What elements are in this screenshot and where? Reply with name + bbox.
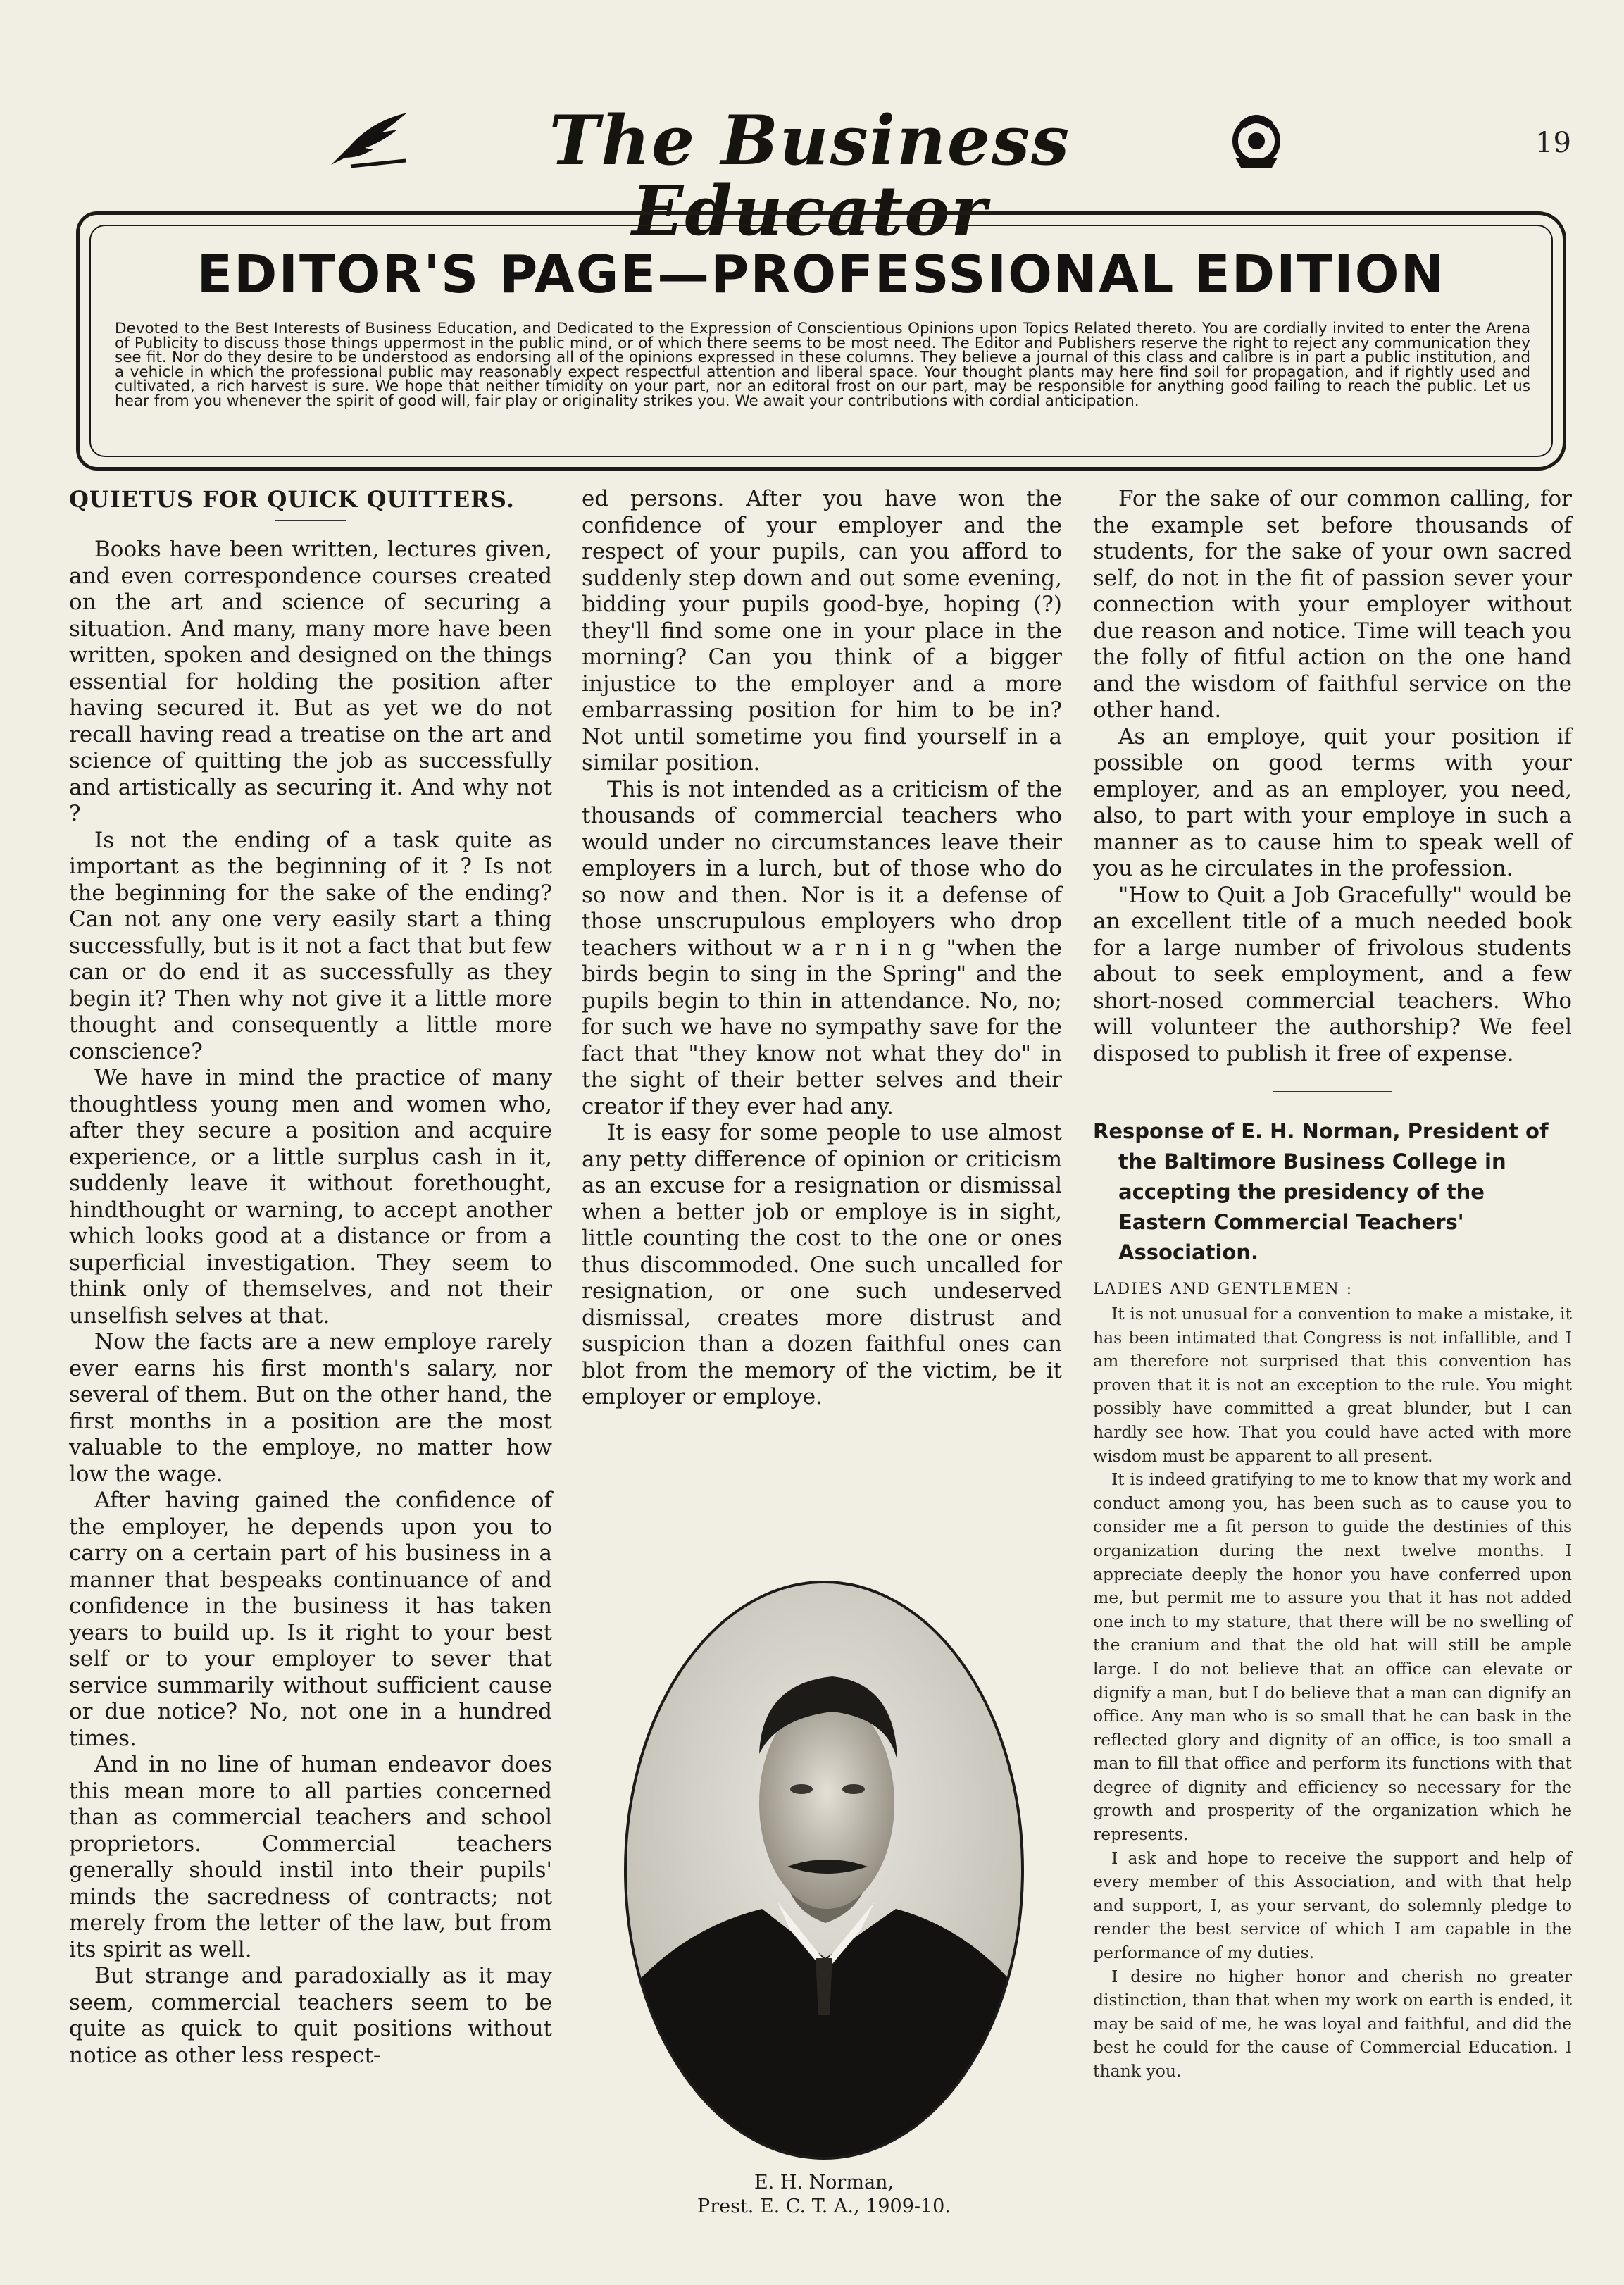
section-rule xyxy=(1273,1091,1392,1092)
article-title: QUIETUS FOR QUICK QUITTERS. xyxy=(69,486,515,513)
article-paragraph: Now the facts are a new employe rarely ever earns his first month's salary, nor several of them. But on the other hand, the first months in a position are the most valuable to the employe, no matter how low the wage. xyxy=(69,1329,552,1487)
article-paragraph: ed persons. After you have won the confidence of your employer and the respect of your pupils, can you afford to suddenly step down and out some evening, bidding your pupils good-bye, hoping (?) they'll find some one in your place in the morning? Can you think of a bigger injustice to the employer and a more embarrassing position for him to be in? Not until sometime you find yourself in a similar position. xyxy=(582,486,1062,776)
salutation: LADIES AND GENTLEMEN : xyxy=(1093,1281,1354,1298)
editor-title: EDITOR'S PAGE—PROFESSIONAL EDITION xyxy=(196,244,1446,305)
column-2 xyxy=(582,486,1062,1411)
article-paragraph: "How to Quit a Job Gracefully" would be an excellent title of a much needed book for a large number of frivolous students about to seek employment, and a few short-nosed commercial teachers. Who will volunteer the authorship? We feel disposed to publish it free of expense. xyxy=(1093,882,1572,1066)
article-paragraph: Books have been written, lectures given, and even correspondence courses created on the art and science of securing a situation. And many, many more have been written, spoken and designed on the things essential for holding the position after having secured it. But as yet we do not recall having read a treatise on the art and science of quitting the job as successfully and artistically as securing it. And why not ? xyxy=(69,537,552,826)
portrait-photo xyxy=(621,1578,1027,2162)
column-3 xyxy=(1093,486,1572,2084)
column-1 xyxy=(69,486,552,2069)
quill-pen-icon xyxy=(330,111,408,168)
portrait-caption xyxy=(621,2171,1027,2219)
masthead-title: The Business Educator xyxy=(549,101,1071,251)
article-paragraph: We have in mind the practice of many thoughtless young men and women who, after they secure a position and acquire experience, or a little surplus cash in it, suddenly leave it without forethought, hindthought or warning, to accept another which looks good at a distance or from a superficial investigation. They seem to think only of themselves, and not their unselfish selves at that. xyxy=(69,1065,552,1328)
article-paragraph: Is not the ending of a task quite as important as the beginning of it ? Is not the beginning for the sake of the ending? Can not any one very easily start a thing successfully, but is it not a fact that but few can or do end it as successfully as they begin it? Then why not give it a little more thought and consequently a little more conscience? xyxy=(69,827,552,1064)
response-paragraph: It is not unusual for a convention to make a mistake, it has been intimated that Congress is not infallible, and I am therefore not surprised that this convention has proven that it is not an exception to the rule. You might possibly have committed a great blunder, but I can hardly see how. That you could have acted with more wisdom must be apparent to all present. xyxy=(1093,1304,1572,1466)
emblem-icon xyxy=(1225,108,1287,170)
caption-title: Prest. E. C. T. A., 1909-10. xyxy=(697,2196,951,2217)
response-paragraph: It is indeed gratifying to me to know that my work and conduct among you, has been such as to cause you to consider me a fit person to guide the destinies of this organization during the next twelve months. I appreciate deeply the honor you have conferred upon me, but permit me to assure you that it has not added one inch to my stature, that there will be no swelling of the cranium and that the old hat will still be ample large. I do not believe that an office can elevate or dignify a man, but I do believe that a man can dignify an office. Any man who is so small that he can bask in the reflected glory and dignity of an office, is too small a man to fill that office and perform its functions with that degree of dignity and efficiency so necessary for the growth and prosperity of the organization which he represents. xyxy=(1093,1469,1572,1845)
masthead xyxy=(0,101,1624,251)
page-number: 19 xyxy=(1535,127,1571,159)
response-heading: Response of E. H. Norman, President of the Baltimore Business College in accepting the presidency of the Eastern Commercial Teachers' Association. xyxy=(1093,1119,1549,1264)
article-paragraph: This is not intended as a criticism of the thousands of commercial teachers who would under no circumstances leave their employers in a lurch, but of those who do so now and then. Nor is it a defense of those unscrupulous employers who drop teachers without w a r n i n g "when the birds begin to sing in the Spring" and the pupils begin to thin in attendance. No, no; for such we have no sympathy save for the fact that "they know not what they do" in the sight of their better selves and their creator if they ever had any. xyxy=(582,776,1062,1119)
article-paragraph: And in no line of human endeavor does this mean more to all parties concerned than as commercial teachers and school proprietors. Commercial teachers generally should instil into their pupils' minds the sacredness of contracts; not merely from the letter of the law, but from its spirit as well. xyxy=(69,1752,552,1962)
caption-name: E. H. Norman, xyxy=(754,2172,894,2193)
editor-intro: Devoted to the Best Interests of Business Education, and Dedicated to the Expression of Conscientious Opinions upon Topics Related thereto. You are cordially invited to enter the Arena of Publicity to discuss those things uppermost in the public mind, or of which there seems to be most need. The Editor and Publishers reserve the right to reject any communication they see fit. Nor do they desire to be understood as endorsing all of the opinions expressed in these columns. They believe a journal of this class and calibre is in part a public institution, and a vehicle in which the professional public may reasonably expect respectful attention and liberal space. Your thought plants may here find soil for propagation, and if rightly used and cultivated, a rich harvest is sure. We hope that neither timidity on your part, nor an editoral frost on our part, may be responsible for anything good failing to reach the public. Let us hear from you whenever the spirit of good will, fair play or originality strikes you. We await your contributions with cordial anticipation. xyxy=(115,320,1530,410)
editor-box xyxy=(76,211,1566,471)
response-paragraph: I desire no higher honor and cherish no greater distinction, than that when my work on earth is ended, it may be said of me, he was loyal and faithful, and did the best he could for the cause of Commercial Education. I thank you. xyxy=(1093,1966,1572,2081)
title-rule xyxy=(275,520,346,521)
article-paragraph: It is easy for some people to use almost any petty difference of opinion or criticism as an excuse for a resignation or dismissal when a better job or employe is in sight, little counting the cost to the one or ones thus discommoded. One such uncalled for resignation, or one such undeserved dismissal, creates more distrust and suspicion than a dozen faithful ones can blot from the memory of the victim, be it employer or employe. xyxy=(582,1120,1062,1409)
article-paragraph: After having gained the confidence of the employer, he depends upon you to carry on a certain part of his business in a manner that bespeaks continuance of and confidence in the business it has taken years to build up. Is it right to your best self or to your employer to sever that service summarily without sufficient cause or due notice? No, not one in a hundred times. xyxy=(69,1488,552,1751)
article-paragraph: As an employe, quit your position if possible on good terms with your employer, and as an employer, you need, also, to part with your employe in such a manner as to cause him to speak well of you as he circulates in the profession. xyxy=(1093,723,1572,881)
article-paragraph: But strange and paradoxially as it may seem, commercial teachers seem to be quite as quick to quit positions without notice as other less respect- xyxy=(69,1963,552,2068)
response-paragraph: I ask and hope to receive the support and help of every member of this Association, and with that help and support, I, as your servant, do solemnly pledge to render the best service of which I am capable in the performance of my duties. xyxy=(1093,1848,1572,1963)
article-paragraph: For the sake of our common calling, for the example set before thousands of students, for the sake of your own sacred self, do not in the fit of passion sever your connection with your employer without due reason and notice. Time will teach you the folly of fitful action on the one hand and the wisdom of faithful service on the other hand. xyxy=(1093,486,1572,723)
